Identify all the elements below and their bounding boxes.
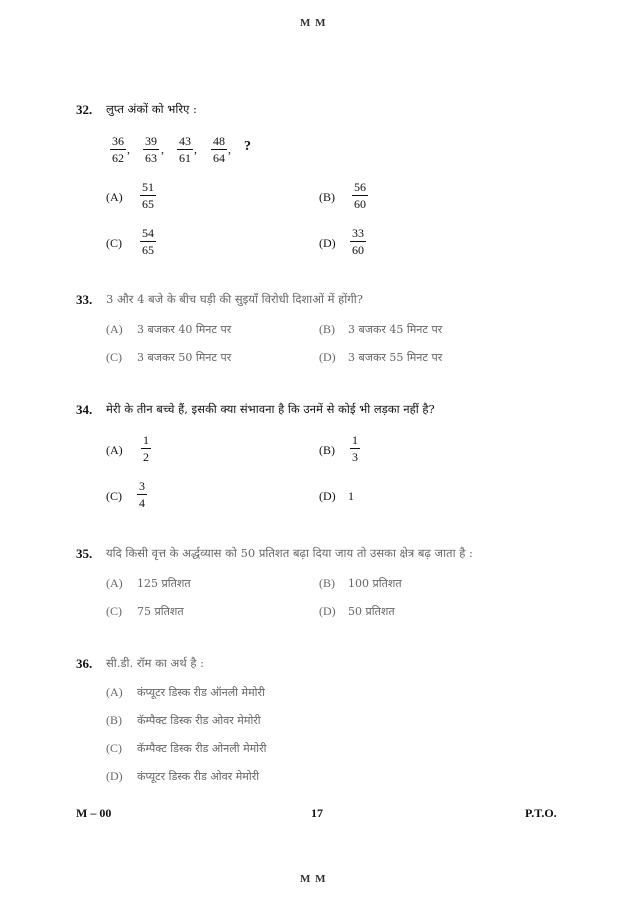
missing-term-question-mark: ? bbox=[244, 139, 251, 154]
option-a-fraction bbox=[140, 180, 156, 211]
series-separator: , bbox=[228, 142, 231, 156]
question-35-text: यदि किसी वृत्त के अर्द्धव्यास को 50 प्रतिशत बढ़ा दिया जाय तो उसका क्षेत्र बढ़ जाता है : bbox=[106, 546, 473, 560]
option-b-label: (B) bbox=[319, 190, 335, 204]
option-d-label: (D) bbox=[319, 489, 336, 503]
option-a-text: कंप्यूटर डिस्क रीड ऑनली मेमोरी bbox=[137, 686, 265, 699]
option-b-label: (B) bbox=[106, 713, 122, 727]
series-separator: , bbox=[161, 142, 164, 156]
fraction-numerator: 1 bbox=[352, 433, 358, 447]
fraction-numerator: 56 bbox=[354, 180, 366, 194]
option-a-label: (A) bbox=[106, 322, 123, 336]
question-33-text: 3 और 4 बजे के बीच घड़ी की सुइयाँ विरोधी दिशाओं में होंगी? bbox=[106, 292, 363, 306]
series-fraction-3 bbox=[177, 134, 193, 165]
option-c-label: (C) bbox=[106, 604, 122, 618]
option-a-text: 125 प्रतिशत bbox=[137, 577, 191, 590]
option-c-label: (C) bbox=[106, 741, 122, 755]
fraction-numerator: 1 bbox=[143, 433, 149, 447]
option-b-text: 100 प्रतिशत bbox=[348, 577, 402, 590]
option-b-text: कॅम्पैक्ट डिस्क रीड ओवर मेमोरी bbox=[137, 714, 261, 727]
option-d-text: कंप्यूटर डिस्क रीड ओवर मेमोरी bbox=[137, 770, 260, 783]
fraction-numerator: 33 bbox=[352, 226, 364, 240]
fraction-numerator: 48 bbox=[213, 134, 225, 148]
fraction-numerator: 54 bbox=[142, 226, 154, 240]
option-d-label: (D) bbox=[319, 604, 336, 618]
option-c-text: 75 प्रतिशत bbox=[137, 605, 184, 618]
option-b-label: (B) bbox=[319, 322, 335, 336]
fraction-numerator: 3 bbox=[139, 479, 145, 493]
option-a-label: (A) bbox=[106, 443, 123, 457]
series-separator: , bbox=[127, 142, 130, 156]
fraction-denominator: 65 bbox=[142, 197, 154, 211]
fraction-denominator: 62 bbox=[112, 151, 124, 165]
option-d-label: (D) bbox=[319, 236, 336, 250]
option-a-fraction bbox=[141, 433, 151, 464]
fraction-numerator: 36 bbox=[112, 134, 124, 148]
option-a-label: (A) bbox=[106, 190, 123, 204]
question-32-text: लुप्त अंकों को भरिए : bbox=[106, 102, 197, 116]
option-c-text: 3 बजकर 50 मिनट पर bbox=[137, 351, 232, 364]
fraction-denominator: 60 bbox=[352, 243, 364, 257]
question-34-text: मेरी के तीन बच्चे हैं, इसकी क्या संभावना है कि उनमें से कोई भी लड़का नहीं है? bbox=[106, 402, 435, 416]
option-d-label: (D) bbox=[319, 350, 336, 364]
fraction-denominator: 2 bbox=[143, 450, 149, 464]
option-c-text: कॅम्पैक्ट डिस्क रीड ओनली मेमोरी bbox=[137, 742, 267, 755]
option-b-fraction bbox=[350, 433, 360, 464]
series-fraction-2 bbox=[143, 134, 159, 165]
fraction-denominator: 60 bbox=[354, 197, 366, 211]
fraction-denominator: 4 bbox=[139, 496, 145, 510]
series-fraction-1 bbox=[110, 134, 126, 165]
option-d-fraction bbox=[350, 226, 366, 257]
series-separator: , bbox=[194, 142, 197, 156]
option-b-label: (B) bbox=[319, 443, 335, 457]
fraction-denominator: 65 bbox=[142, 243, 154, 257]
option-a-label: (A) bbox=[106, 576, 123, 590]
question-36-number: 36. bbox=[76, 656, 93, 671]
option-c-label: (C) bbox=[106, 236, 122, 250]
option-c-label: (C) bbox=[106, 350, 122, 364]
fraction-numerator: 51 bbox=[142, 180, 154, 194]
fraction-denominator: 3 bbox=[352, 450, 358, 464]
question-33-number: 33. bbox=[76, 292, 93, 307]
option-c-fraction bbox=[137, 479, 147, 510]
fraction-denominator: 63 bbox=[145, 151, 157, 165]
page-bottom-code: M M bbox=[300, 873, 327, 885]
question-32-number: 32. bbox=[76, 102, 93, 117]
option-d-value: 1 bbox=[348, 489, 354, 503]
fraction-denominator: 61 bbox=[179, 151, 191, 165]
fraction-numerator: 39 bbox=[145, 134, 157, 148]
question-34-number: 34. bbox=[76, 402, 93, 417]
series-fraction-4 bbox=[211, 134, 227, 165]
option-d-text: 50 प्रतिशत bbox=[348, 605, 395, 618]
page-header-code: M M bbox=[300, 17, 327, 29]
option-b-label: (B) bbox=[319, 576, 335, 590]
option-c-label: (C) bbox=[106, 489, 122, 503]
option-b-fraction bbox=[352, 180, 368, 211]
option-d-text: 3 बजकर 55 मिनट पर bbox=[348, 351, 443, 364]
option-a-label: (A) bbox=[106, 685, 123, 699]
question-35-number: 35. bbox=[76, 546, 93, 561]
question-36-text: सी.डी. रॉम का अर्थ है : bbox=[106, 656, 204, 670]
option-d-label: (D) bbox=[106, 769, 123, 783]
footer-page-number: 17 bbox=[311, 806, 323, 820]
option-a-text: 3 बजकर 40 मिनट पर bbox=[137, 323, 232, 336]
fraction-denominator: 64 bbox=[213, 151, 225, 165]
footer-paper-code: M – 00 bbox=[76, 806, 112, 820]
footer-pto: P.T.O. bbox=[525, 806, 557, 820]
option-b-text: 3 बजकर 45 मिनट पर bbox=[348, 323, 443, 336]
option-c-fraction bbox=[140, 226, 156, 257]
fraction-numerator: 43 bbox=[179, 134, 191, 148]
